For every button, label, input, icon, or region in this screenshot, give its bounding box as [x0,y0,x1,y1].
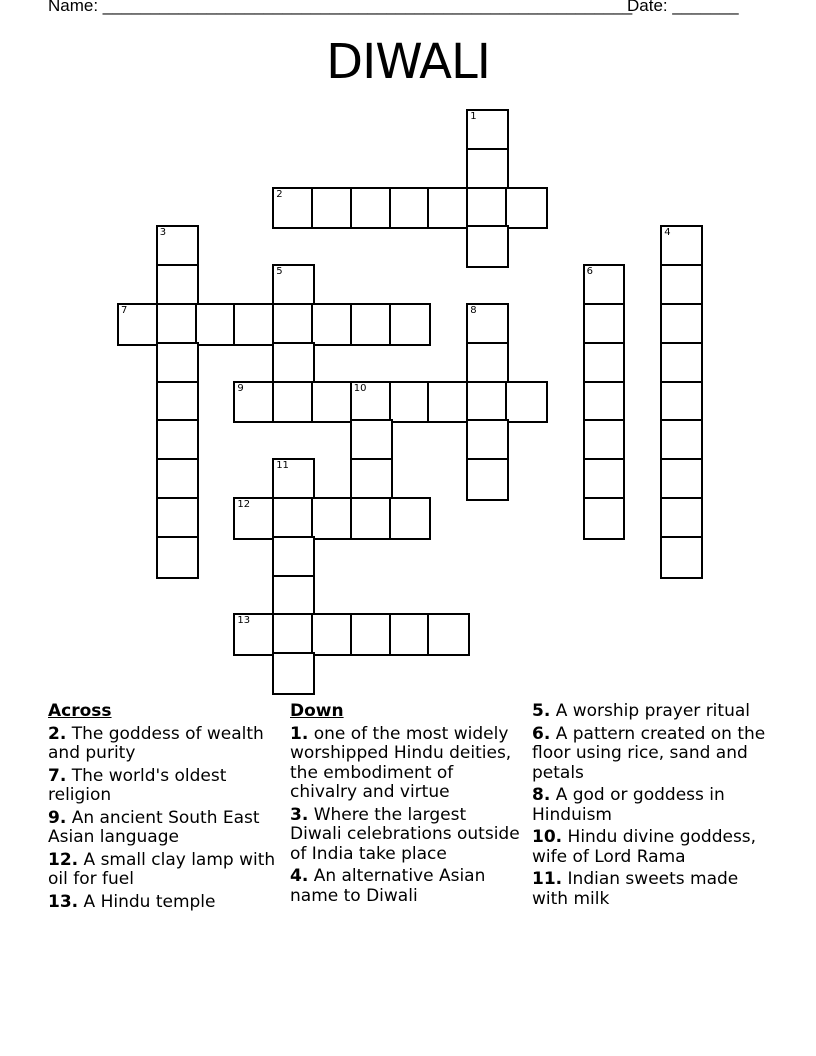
grid-cell[interactable] [156,264,199,307]
grid-cell[interactable] [466,148,509,191]
name-line: Name: ________________________________________________________ [48,0,633,15]
grid-cell[interactable] [583,497,626,540]
clue-item [48,809,278,848]
clue-text: An alternative Asian name to Diwali [290,866,486,906]
grid-cell[interactable] [466,381,509,424]
clue-item [48,851,278,890]
grid-cell[interactable] [233,613,276,656]
grid-cell[interactable] [233,303,276,346]
clue-text: A Hindu temple [83,891,216,912]
grid-cell[interactable] [350,613,393,656]
clue-text: Indian sweets made with milk [532,869,739,909]
grid-cell[interactable] [272,458,315,501]
grid-cell[interactable] [505,381,548,424]
clue-number: 7 [121,305,128,316]
clue-num: 7. [48,765,67,786]
grid-cell[interactable] [233,381,276,424]
grid-cell[interactable] [389,303,432,346]
clue-text: A pattern created on the floor using rice, sand and petals [532,723,766,783]
grid-cell[interactable] [583,303,626,346]
clue-number: 13 [237,615,251,627]
grid-cell[interactable] [272,303,315,346]
clue-num: 1. [290,723,309,744]
grid-cell[interactable] [156,497,199,540]
clue-number: 11 [276,460,289,472]
across-heading: Across [48,701,112,721]
grid-cell[interactable] [660,381,703,424]
date-line: Date: _______ [627,0,739,15]
clue-num: 13. [48,891,79,912]
grid-cell[interactable] [156,381,199,424]
grid-cell[interactable] [195,303,238,346]
grid-cell[interactable] [427,381,470,424]
clue-text: The world's oldest religion [48,765,227,805]
clue-item [48,893,278,913]
grid-cell[interactable] [272,536,315,579]
grid-cell[interactable] [505,187,548,230]
grid-cell[interactable] [272,187,315,230]
grid-cell[interactable] [156,303,199,346]
grid-cell[interactable] [156,419,199,462]
grid-cell[interactable] [311,613,354,656]
clue-item [48,725,278,764]
grid-cell[interactable] [466,109,509,152]
grid-cell[interactable] [466,225,509,268]
clue-text: A god or goddess in Hinduism [532,785,725,825]
down-clues-continued [532,702,772,912]
clue-item [532,870,772,909]
grid-cell[interactable] [272,652,315,695]
clue-number: 10 [353,382,367,394]
grid-cell[interactable] [427,613,470,656]
grid-cell[interactable] [350,458,393,501]
clue-num: 6. [532,723,551,744]
clue-number: 3 [159,227,167,239]
grid-cell[interactable] [660,303,703,346]
grid-cell[interactable] [660,419,703,462]
grid-cell[interactable] [350,419,393,462]
across-clues [48,702,278,915]
clue-number: 12 [237,499,251,510]
grid-cell[interactable] [466,303,509,346]
clue-number: 6 [586,266,593,278]
clue-num: 12. [48,849,79,870]
grid-cell[interactable] [466,419,509,462]
grid-cell[interactable] [156,225,199,268]
grid-cell[interactable] [350,497,393,540]
grid-cell[interactable] [311,187,354,230]
grid-cell[interactable] [311,381,354,424]
clue-number: 2 [276,188,283,200]
clue-number: 8 [470,305,477,316]
grid-cell[interactable] [272,613,315,656]
grid-cell[interactable] [350,381,393,424]
grid-cell[interactable] [350,187,393,230]
grid-cell[interactable] [583,264,626,307]
grid-cell[interactable] [660,536,703,579]
grid-cell[interactable] [660,264,703,307]
clue-item [290,867,522,906]
grid-cell[interactable] [389,187,432,230]
grid-cell[interactable] [660,342,703,385]
clue-text: Hindu divine goddess, wife of Lord Rama [532,827,757,867]
grid-cell[interactable] [272,264,315,307]
clue-num: 10. [532,827,563,847]
clue-number: 5 [276,266,283,278]
grid-cell[interactable] [660,458,703,501]
grid-cell[interactable] [466,187,509,230]
grid-cell[interactable] [272,342,315,385]
grid-cell[interactable] [583,342,626,385]
grid-cell[interactable] [350,303,393,346]
clue-num: 3. [290,804,309,825]
grid-cell[interactable] [156,536,199,579]
grid-cell[interactable] [466,342,509,385]
clue-item [48,767,278,806]
clue-item [532,828,772,867]
grid-cell[interactable] [233,497,276,540]
clue-text: A worship prayer ritual [555,701,750,721]
clue-num: 2. [48,723,67,744]
clue-number: 9 [237,382,244,394]
clue-number: 4 [664,227,671,239]
grid-cell[interactable] [117,303,160,346]
clue-text: Where the largest Diwali celebrations outside of India take place [290,804,520,864]
down-heading: Down [290,701,344,721]
grid-cell[interactable] [311,303,354,346]
clue-item [532,725,772,784]
grid-cell[interactable] [389,613,432,656]
grid-cell[interactable] [272,497,315,540]
clue-number: 1 [470,111,477,122]
clue-text: one of the most widely worshipped Hindu deities, the embodiment of chivalry and virtue [290,723,512,802]
clue-num: 4. [290,866,309,886]
grid-cell[interactable] [427,187,470,230]
grid-cell[interactable] [156,458,199,501]
clue-item [532,786,772,825]
clue-item [290,806,522,865]
grid-cell[interactable] [389,381,432,424]
grid-cell[interactable] [389,497,432,540]
grid-cell[interactable] [660,497,703,540]
grid-cell[interactable] [311,497,354,540]
grid-cell[interactable] [660,225,703,268]
grid-cell[interactable] [272,575,315,618]
clue-num: 8. [532,785,551,805]
clue-num: 5. [532,701,551,721]
clue-num: 11. [532,869,563,889]
grid-cell[interactable] [156,342,199,385]
grid-cell[interactable] [466,458,509,501]
grid-cell[interactable] [583,419,626,462]
clue-item [290,725,522,803]
clue-text: An ancient South East Asian language [48,807,260,847]
grid-cell[interactable] [583,458,626,501]
down-clues [290,702,522,909]
clue-item [532,702,772,722]
clue-text: A small clay lamp with oil for fuel [48,849,276,889]
clue-num: 9. [48,807,67,828]
clue-text: The goddess of wealth and purity [48,723,264,763]
puzzle-title: DIWALI [326,34,490,90]
grid-cell[interactable] [583,381,626,424]
grid-cell[interactable] [272,381,315,424]
